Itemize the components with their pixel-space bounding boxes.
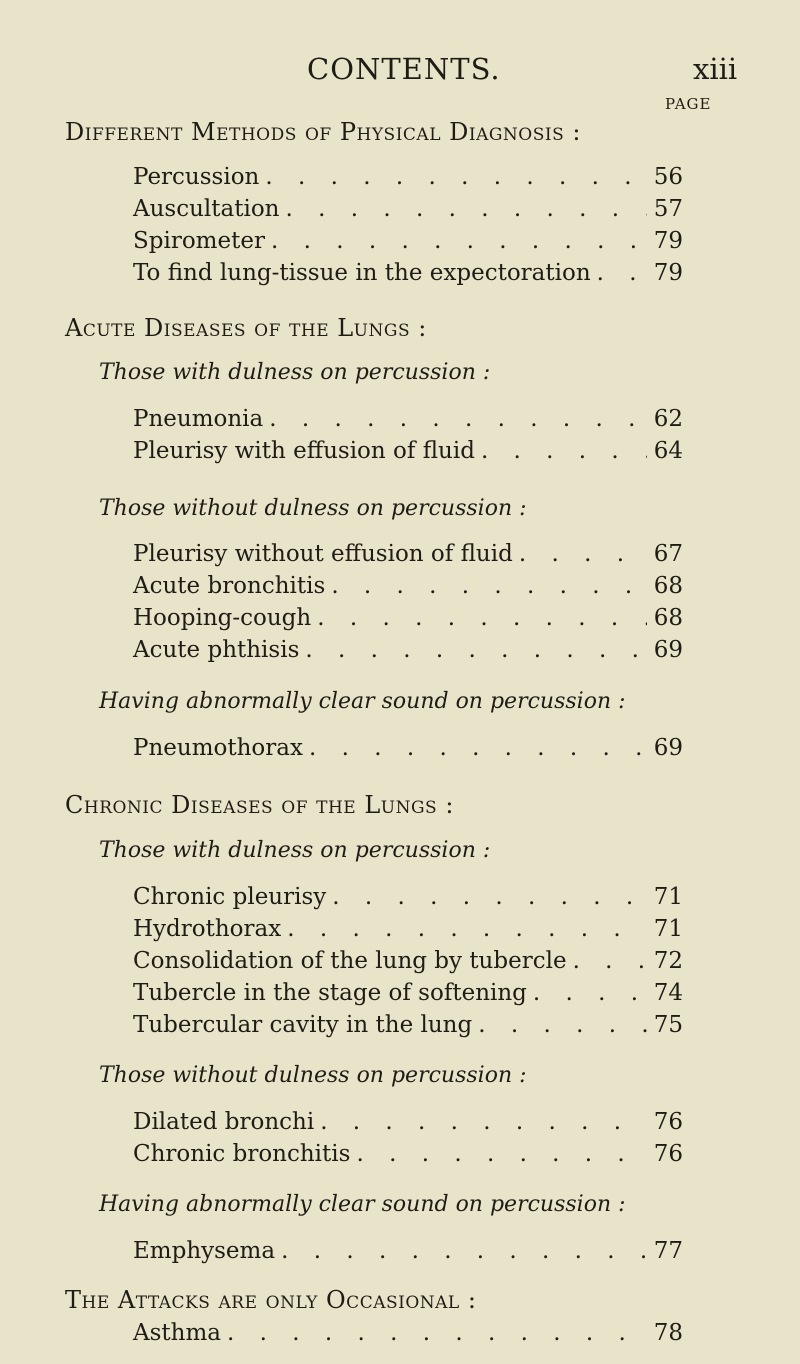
section-heading: Different Methods of Physical Diagnosis : [65, 118, 581, 146]
dot-leader [286, 196, 648, 222]
entry-page: 64 [653, 438, 683, 464]
toc-entry [133, 1109, 683, 1141]
entry-label: Chronic pleurisy [133, 884, 327, 910]
dot-leader [305, 637, 647, 663]
entry-page: 72 [653, 948, 683, 974]
toc-entry [133, 884, 683, 916]
entry-page: 76 [653, 1109, 683, 1135]
toc-entry [133, 637, 683, 669]
toc-entry [133, 1238, 683, 1270]
toc-entry [133, 260, 683, 292]
dot-leader [519, 541, 647, 567]
entry-label: Pleurisy without effusion of fluid [133, 541, 513, 567]
entry-page: 69 [653, 735, 683, 761]
entry-page: 68 [653, 605, 683, 631]
entry-label: Tubercle in the stage of softening [133, 980, 527, 1006]
dot-leader [597, 260, 647, 286]
subsection-title: Those without dulness on percussion : [99, 1063, 527, 1088]
dot-leader [227, 1320, 647, 1346]
entry-label: Hooping-cough [133, 605, 312, 631]
subsection-title: Those without dulness on percussion : [99, 496, 527, 521]
entry-page: 76 [653, 1141, 683, 1167]
subsection-title: Having abnormally clear sound on percussion : [99, 1192, 626, 1217]
page-column-label: PAGE [665, 95, 712, 113]
dot-leader [481, 438, 647, 464]
entry-page: 71 [653, 884, 683, 910]
dot-leader [331, 573, 647, 599]
dot-leader [320, 1109, 647, 1135]
toc-entry [133, 573, 683, 605]
dot-leader [332, 884, 647, 910]
entry-label: Chronic bronchitis [133, 1141, 351, 1167]
entry-label: Percussion [133, 164, 260, 190]
dot-leader [356, 1141, 647, 1167]
subsection-title: Those with dulness on percussion : [99, 838, 491, 863]
dot-leader [281, 1238, 647, 1264]
entry-label: Hydrothorax [133, 916, 282, 942]
toc-entry [133, 735, 683, 767]
toc-entry [133, 605, 683, 637]
toc-entry [133, 1141, 683, 1173]
dot-leader [573, 948, 647, 974]
entry-page: 57 [653, 196, 683, 222]
entry-page: 74 [653, 980, 683, 1006]
entry-label: Acute bronchitis [133, 573, 326, 599]
entry-page: 79 [653, 228, 683, 254]
dot-leader [287, 916, 647, 942]
entry-label: Auscultation [133, 196, 280, 222]
entry-page: 69 [653, 637, 683, 663]
entry-label: Pneumonia [133, 406, 264, 432]
toc-entry [133, 916, 683, 948]
dot-leader [265, 164, 647, 190]
entry-label: Consolidation of the lung by tubercle [133, 948, 567, 974]
dot-leader [317, 605, 647, 631]
toc-entry [133, 980, 683, 1012]
entry-label: To find lung-tissue in the expectoration [133, 260, 591, 286]
dot-leader [309, 735, 647, 761]
entry-label: Acute phthisis [133, 637, 300, 663]
subsection-title: Having abnormally clear sound on percussion : [99, 689, 626, 714]
toc-entry [133, 196, 683, 228]
toc-entry [133, 1320, 683, 1352]
toc-entry [133, 948, 683, 980]
dot-leader [478, 1012, 647, 1038]
entry-page: 75 [653, 1012, 683, 1038]
entry-page: 68 [653, 573, 683, 599]
entry-label: Spirometer [133, 228, 265, 254]
entry-label: Tubercular cavity in the lung [133, 1012, 473, 1038]
dot-leader [533, 980, 647, 1006]
dot-leader [269, 406, 647, 432]
page-number: xiii [693, 52, 738, 86]
toc-entry [133, 228, 683, 260]
entry-page: 71 [653, 916, 683, 942]
toc-entry [133, 541, 683, 573]
toc-entry [133, 438, 683, 470]
section-heading: Chronic Diseases of the Lungs : [65, 791, 454, 819]
entry-label: Asthma [133, 1320, 221, 1346]
entry-label: Pneumothorax [133, 735, 303, 761]
toc-entry [133, 406, 683, 438]
toc-entry [133, 1012, 683, 1044]
dot-leader [271, 228, 647, 254]
entry-page: 77 [653, 1238, 683, 1264]
entry-label: Pleurisy with effusion of fluid [133, 438, 475, 464]
entry-page: 79 [653, 260, 683, 286]
entry-label: Emphysema [133, 1238, 276, 1264]
subsection-title: Those with dulness on percussion : [99, 360, 491, 385]
entry-label: Dilated bronchi [133, 1109, 315, 1135]
running-title: CONTENTS. [307, 52, 501, 86]
section-heading: The Attacks are only Occasional : [65, 1286, 477, 1314]
toc-entry [133, 164, 683, 196]
entry-page: 62 [653, 406, 683, 432]
entry-page: 67 [653, 541, 683, 567]
entry-page: 78 [653, 1320, 683, 1346]
section-heading: Acute Diseases of the Lungs : [65, 314, 427, 342]
entry-page: 56 [653, 164, 683, 190]
